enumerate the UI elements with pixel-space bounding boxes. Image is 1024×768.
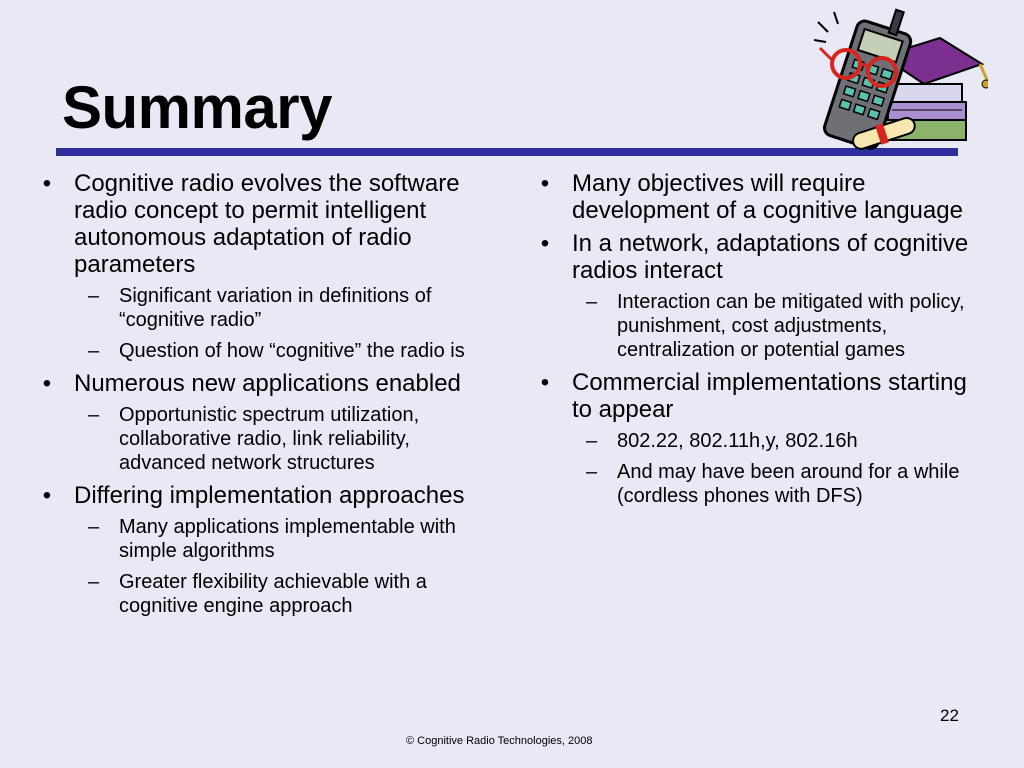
bullet-item [32,370,502,397]
sub-bullet-marker: – [88,285,100,307]
sub-bullet-marker: – [88,516,100,538]
bullet-item [32,170,502,278]
bullet-text: Commercial implementations starting to appear [572,369,967,423]
bullet-item [530,230,970,284]
sub-bullet-text: Question of how “cognitive” the radio is [119,340,465,362]
sub-bullet-item [530,429,970,453]
sub-bullet-text: Opportunistic spectrum utilization, collaborative radio, link reliability, advanced network structures [119,404,420,474]
sub-bullet-marker: – [88,340,100,362]
copyright-footer: © Cognitive Radio Technologies, 2008 [406,735,593,747]
slide-title: Summary [62,74,332,141]
sub-bullet-marker: – [586,430,598,452]
sub-bullet-item [32,570,502,618]
sub-bullet-text: Interaction can be mitigated with policy, punishment, cost adjustments, centralization or potential games [617,291,965,361]
phone-glasses-books-clipart-icon [812,4,988,162]
sub-bullet-marker: – [88,404,100,426]
bullet-text: Cognitive radio evolves the software radio concept to permit intelligent autonomous adaptation of radio parameters [74,170,460,278]
left-bullet-column [32,170,502,625]
page-number: 22 [940,706,959,725]
bullet-marker: • [42,370,52,397]
sub-bullet-item [32,403,502,475]
bullet-text: In a network, adaptations of cognitive radios interact [572,230,969,284]
bullet-text: Numerous new applications enabled [74,370,461,397]
sub-bullet-item [530,290,970,362]
sub-bullet-text: And may have been around for a while (cordless phones with DFS) [617,461,960,507]
sub-bullet-item [32,284,502,332]
bullet-marker: • [42,482,52,509]
right-bullet-column [530,170,970,515]
bullet-marker: • [540,170,550,197]
bullet-item [530,369,970,423]
sub-bullet-text: Significant variation in definitions of “cognitive radio” [119,285,432,331]
sub-bullet-text: 802.22, 802.11h,y, 802.16h [617,430,858,452]
sub-bullet-marker: – [586,291,598,313]
sub-bullet-marker: – [88,571,100,593]
bullet-marker: • [42,170,52,197]
sub-bullet-marker: – [586,461,598,483]
bullet-item [530,170,970,224]
bullet-item [32,482,502,509]
bullet-marker: • [540,369,550,396]
sub-bullet-item [530,460,970,508]
sub-bullet-item [32,515,502,563]
sub-bullet-text: Many applications implementable with simple algorithms [119,516,456,562]
bullet-marker: • [540,230,550,257]
sub-bullet-item [32,339,502,363]
sub-bullet-text: Greater flexibility achievable with a cognitive engine approach [119,571,427,617]
bullet-text: Many objectives will require development of a cognitive language [572,170,963,224]
bullet-text: Differing implementation approaches [74,482,465,509]
